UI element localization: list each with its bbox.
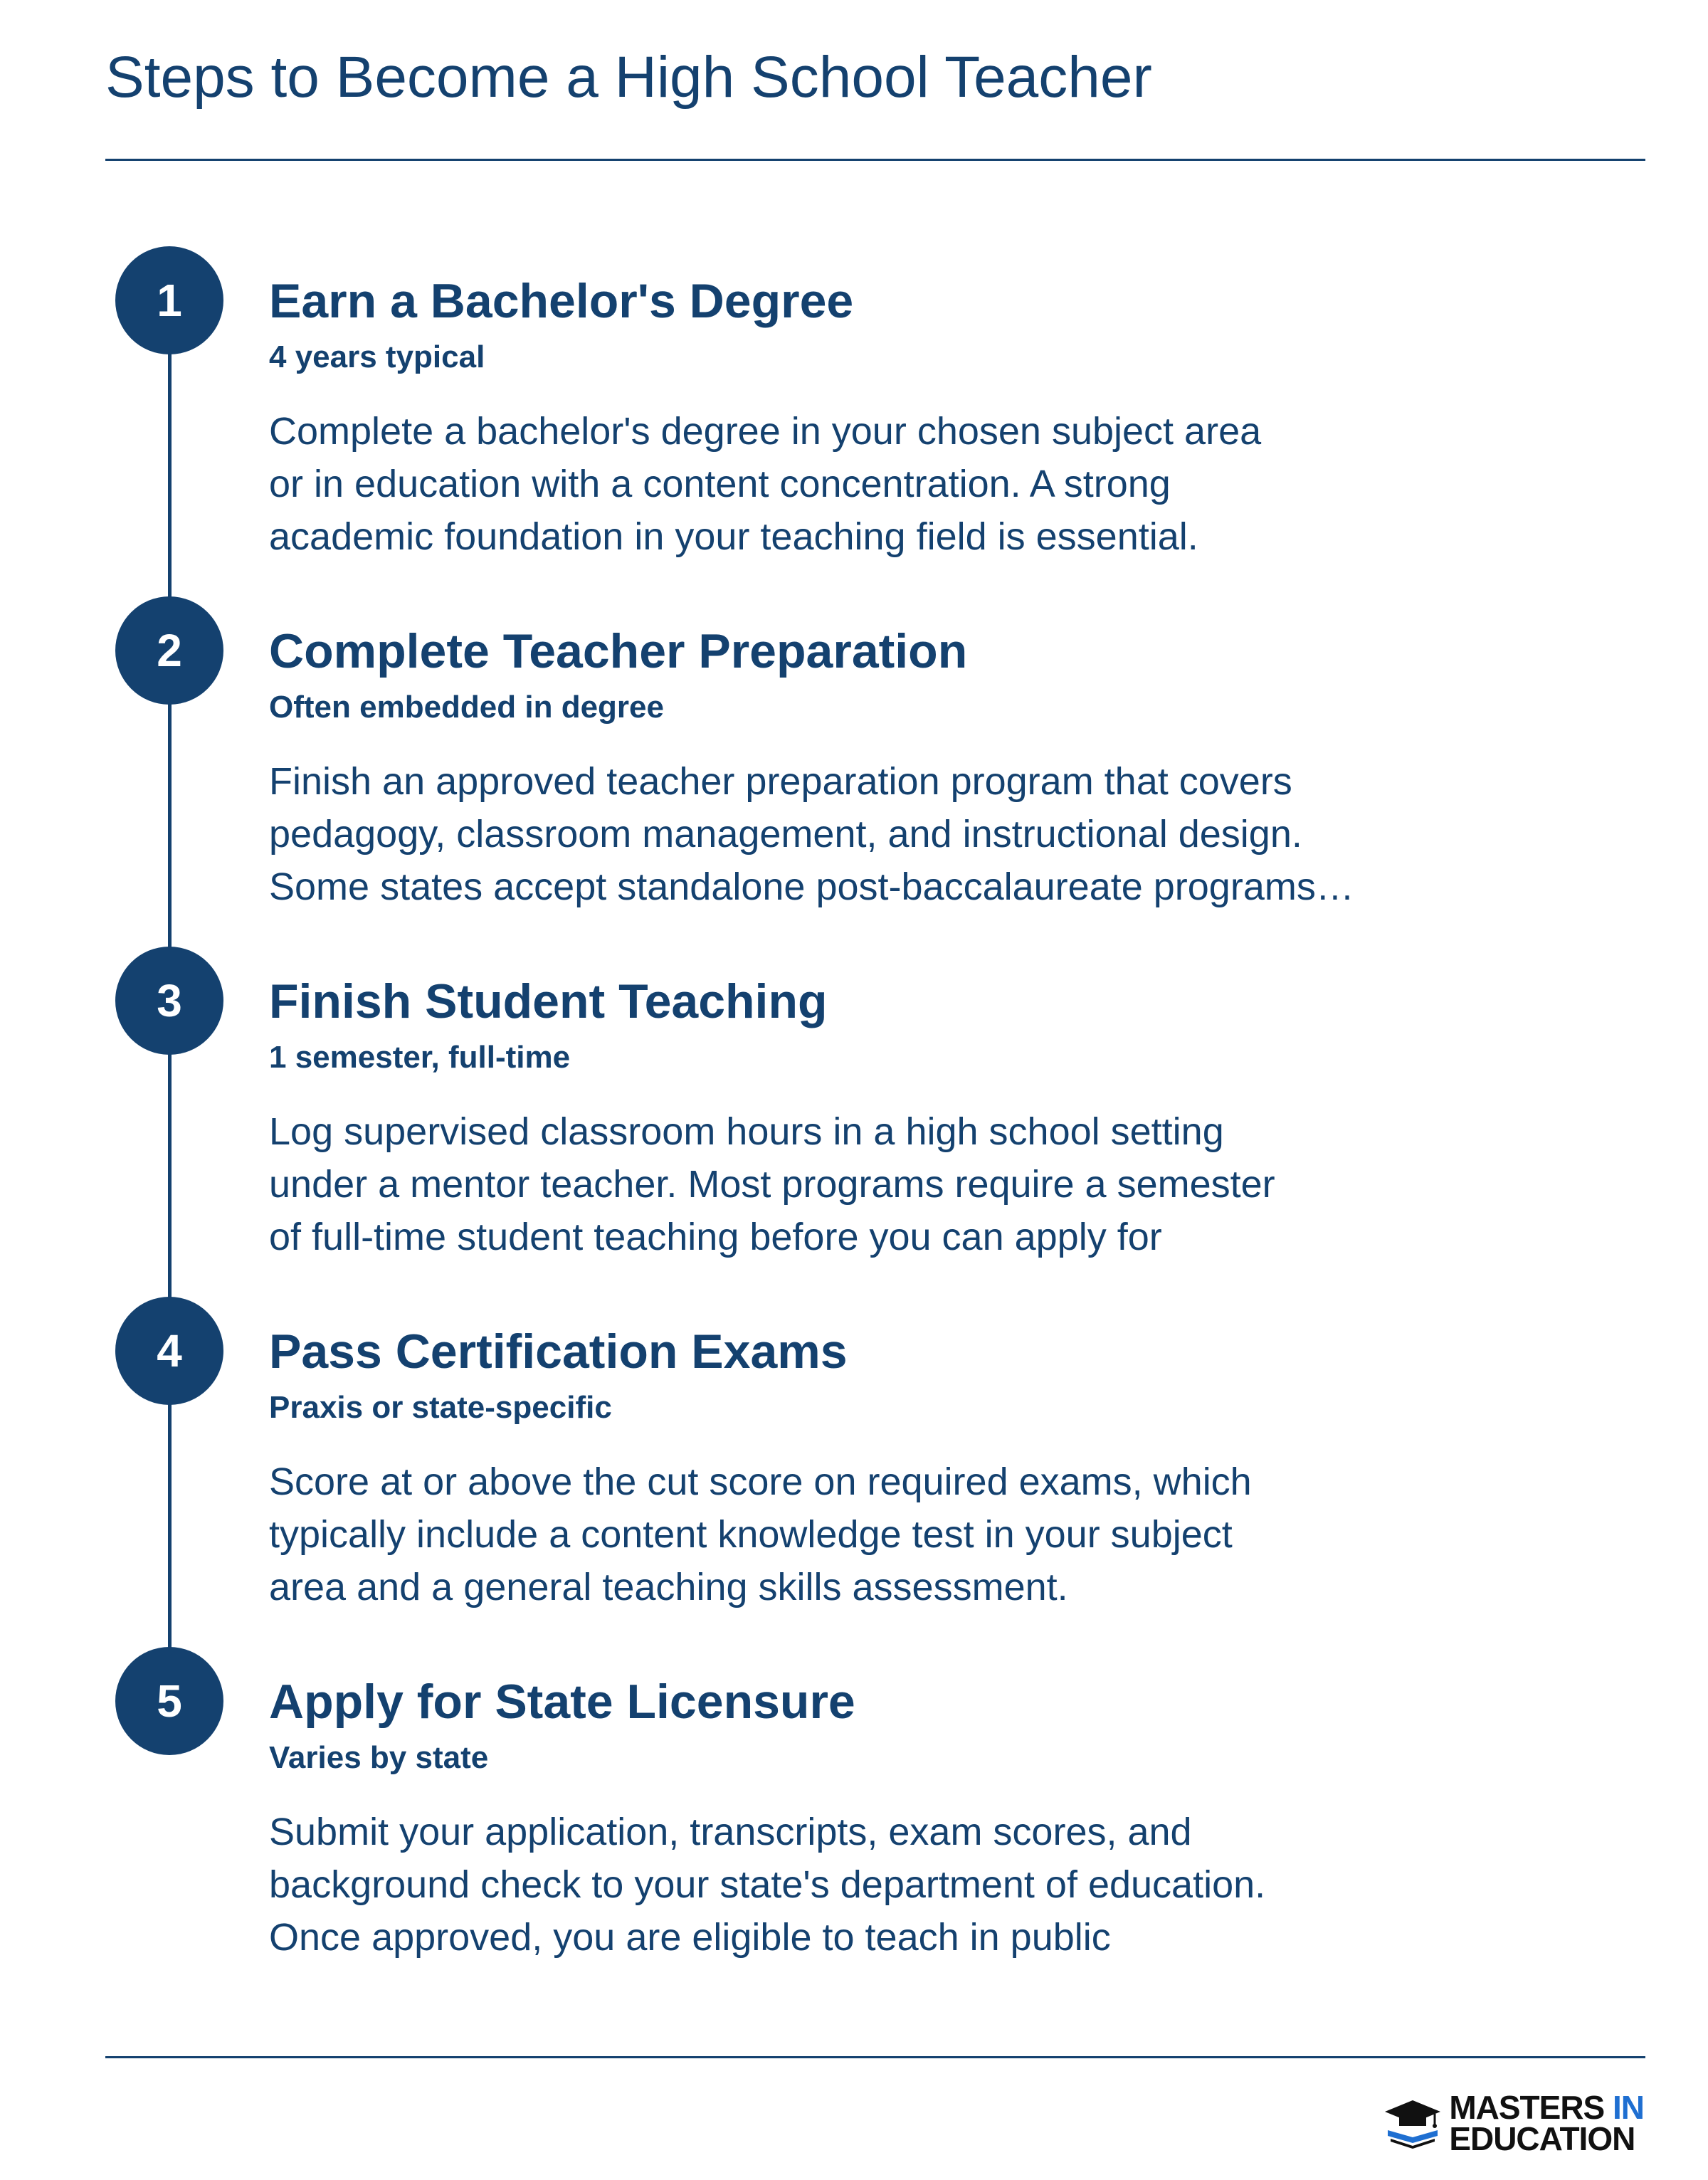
- description-line: of full-time student teaching before you can apply for: [269, 1215, 1162, 1258]
- brand-word-masters: MASTERS: [1449, 2089, 1605, 2126]
- step-number-badge: 1: [115, 246, 223, 354]
- step-duration: Praxis or state-specific: [269, 1390, 612, 1426]
- step-duration: Varies by state: [269, 1740, 489, 1776]
- step-description: [269, 1455, 1479, 1613]
- step-title: Complete Teacher Preparation: [269, 624, 968, 678]
- step-title: Pass Certification Exams: [269, 1325, 848, 1379]
- description-line: or in education with a content concentration. A strong: [269, 462, 1171, 505]
- step-number-badge: 3: [115, 947, 223, 1055]
- footer-divider: [105, 2056, 1645, 2058]
- step-title: Earn a Bachelor's Degree: [269, 274, 854, 328]
- timeline-connector: [168, 349, 172, 605]
- step-duration: Often embedded in degree: [269, 690, 664, 725]
- description-line: pedagogy, classroom management, and instructional design.: [269, 812, 1302, 855]
- description-line: area and a general teaching skills assessment.: [269, 1565, 1068, 1608]
- step-1: [269, 273, 1479, 563]
- step-number-badge: 2: [115, 596, 223, 705]
- timeline-connector: [168, 1399, 172, 1655]
- description-line: Some states accept standalone post-baccalaureate programs…: [269, 865, 1354, 908]
- description-line: Finish an approved teacher preparation program that covers: [269, 759, 1292, 803]
- step-title: Apply for State Licensure: [269, 1675, 855, 1729]
- step-description: [269, 1105, 1479, 1263]
- step-duration: 1 semester, full-time: [269, 1040, 571, 1075]
- page-title: Steps to Become a High School Teacher: [105, 45, 1152, 110]
- step-description: [269, 1806, 1479, 1964]
- description-line: under a mentor teacher. Most programs require a semester: [269, 1162, 1275, 1206]
- description-line: typically include a content knowledge test in your subject: [269, 1512, 1233, 1556]
- step-4: [269, 1324, 1479, 1613]
- step-number-badge: 4: [115, 1297, 223, 1405]
- description-line: Submit your application, transcripts, exam scores, and: [269, 1810, 1192, 1853]
- step-title: Finish Student Teaching: [269, 974, 828, 1028]
- description-line: Complete a bachelor's degree in your chosen subject area: [269, 409, 1262, 453]
- brand-word-in: IN: [1613, 2089, 1644, 2126]
- timeline-connector: [168, 699, 172, 955]
- brand-line-1: [1449, 2089, 1644, 2126]
- step-description: [269, 405, 1479, 563]
- step-description: [269, 755, 1479, 913]
- step-duration: 4 years typical: [269, 339, 485, 375]
- step-5: [269, 1674, 1479, 1964]
- brand-word-education: EDUCATION: [1449, 2120, 1635, 2157]
- description-line: Log supervised classroom hours in a high school setting: [269, 1110, 1224, 1153]
- brand-wordmark: [1449, 2089, 1644, 2157]
- description-line: Score at or above the cut score on required exams, which: [269, 1460, 1252, 1503]
- graduation-cap-book-icon: [1383, 2097, 1442, 2149]
- description-line: background check to your state's department of education.: [269, 1863, 1266, 1906]
- step-3: [269, 974, 1479, 1263]
- step-2: [269, 623, 1479, 913]
- description-line: Once approved, you are eligible to teach in public: [269, 1915, 1111, 1959]
- description-line: academic foundation in your teaching field is essential.: [269, 515, 1198, 558]
- brand-logo: [1383, 2091, 1644, 2155]
- timeline-connector: [168, 1049, 172, 1305]
- step-number-badge: 5: [115, 1647, 223, 1755]
